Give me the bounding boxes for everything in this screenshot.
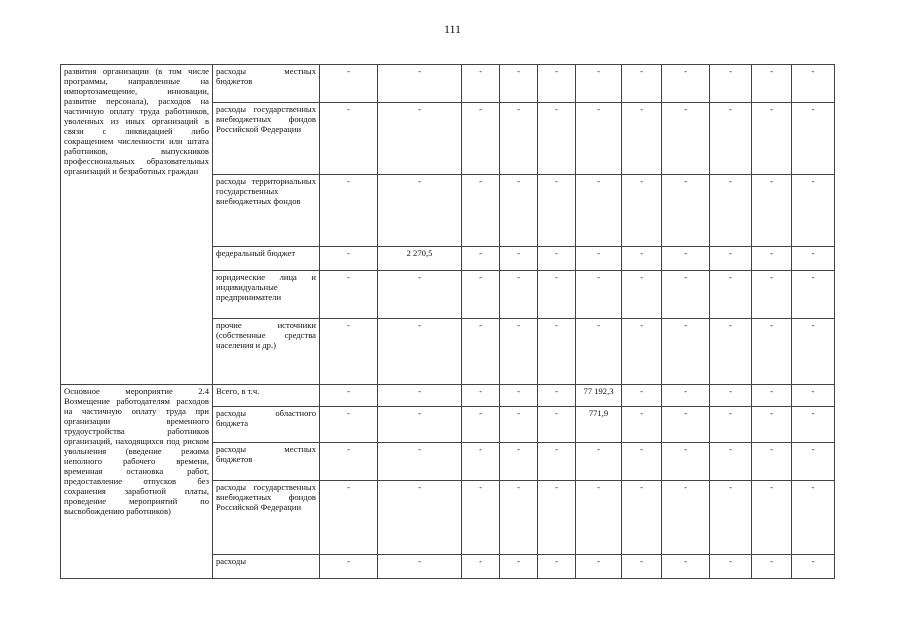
funding-source-cell: расходы государственных внебюджетных фондов Российской Федерации — [213, 103, 320, 175]
value-cell: - — [462, 443, 500, 481]
value-cell: - — [752, 175, 792, 247]
value-cell: - — [320, 481, 378, 555]
value-cell: - — [792, 407, 835, 443]
value-cell: - — [662, 175, 710, 247]
value-cell: - — [792, 247, 835, 271]
value-cell: - — [752, 481, 792, 555]
value-cell: - — [320, 175, 378, 247]
value-cell: - — [662, 481, 710, 555]
value-cell: - — [622, 407, 662, 443]
value-cell: - — [320, 271, 378, 319]
value-cell: - — [576, 103, 622, 175]
value-cell: - — [710, 175, 752, 247]
value-cell: - — [662, 65, 710, 103]
value-cell: - — [500, 175, 538, 247]
budget-table — [60, 64, 835, 579]
value-cell: - — [622, 247, 662, 271]
value-cell: - — [500, 319, 538, 385]
value-cell: - — [538, 175, 576, 247]
funding-source-cell: Всего, в т.ч. — [213, 385, 320, 407]
value-cell: - — [662, 247, 710, 271]
value-cell: - — [538, 247, 576, 271]
value-cell: - — [378, 555, 462, 579]
value-cell: - — [622, 443, 662, 481]
value-cell: - — [622, 103, 662, 175]
value-cell: - — [576, 65, 622, 103]
value-cell: - — [792, 271, 835, 319]
funding-source-cell: расходы государственных внебюджетных фондов Российской Федерации — [213, 481, 320, 555]
value-cell: 2 270,5 — [378, 247, 462, 271]
value-cell: - — [500, 103, 538, 175]
value-cell: - — [320, 385, 378, 407]
value-cell: - — [622, 319, 662, 385]
value-cell: - — [576, 481, 622, 555]
value-cell: - — [462, 103, 500, 175]
value-cell: - — [538, 481, 576, 555]
funding-source-cell: расходы территориальных государственных внебюджетных фондов — [213, 175, 320, 247]
value-cell: - — [500, 247, 538, 271]
value-cell: - — [752, 385, 792, 407]
value-cell: - — [662, 555, 710, 579]
value-cell: - — [320, 247, 378, 271]
value-cell: - — [710, 481, 752, 555]
value-cell: - — [710, 271, 752, 319]
value-cell: - — [576, 175, 622, 247]
value-cell: - — [792, 103, 835, 175]
value-cell: - — [320, 103, 378, 175]
table-row — [61, 65, 835, 103]
value-cell: - — [710, 407, 752, 443]
measure-name-cell: Основное мероприятие 2.4 Возмещение работодателям расходов на частичную оплату труда при организации временного трудоустройства работников организаций, находящихся под риском увольнения (введение режима неполного рабочего времени, временная остановка работ, предоставление отпусков без сохранения заработной платы, проведение мероприятий по высвобождению работников) — [61, 385, 213, 579]
value-cell: - — [622, 65, 662, 103]
value-cell: - — [792, 319, 835, 385]
value-cell: - — [538, 271, 576, 319]
value-cell: - — [500, 407, 538, 443]
value-cell: - — [662, 385, 710, 407]
value-cell: - — [378, 175, 462, 247]
value-cell: - — [622, 481, 662, 555]
value-cell: - — [500, 443, 538, 481]
value-cell: - — [710, 555, 752, 579]
value-cell: - — [622, 271, 662, 319]
value-cell: - — [662, 103, 710, 175]
funding-source-cell: расходы — [213, 555, 320, 579]
value-cell: - — [752, 247, 792, 271]
value-cell: - — [622, 555, 662, 579]
measure-name-cell: развития организации (в том числе программы, направленные на импортозамещение, инновации, развитие персонала), расходов на частичную оплату труда работников, уволенных из иных организаций в связи с ликвидацией либо сокращением численности или штата работников, выпускников профессиональных образовательных организаций и безработных граждан — [61, 65, 213, 385]
value-cell: - — [662, 319, 710, 385]
value-cell: - — [320, 555, 378, 579]
value-cell: - — [752, 271, 792, 319]
value-cell: - — [752, 103, 792, 175]
value-cell: - — [538, 103, 576, 175]
table-body — [61, 65, 835, 579]
value-cell: - — [792, 443, 835, 481]
value-cell: - — [320, 65, 378, 103]
value-cell: - — [538, 319, 576, 385]
value-cell: - — [462, 385, 500, 407]
value-cell: - — [792, 175, 835, 247]
value-cell: - — [462, 65, 500, 103]
funding-source-cell: прочие источники (собственные средства населения и др.) — [213, 319, 320, 385]
value-cell: - — [576, 247, 622, 271]
value-cell: - — [576, 319, 622, 385]
value-cell: - — [792, 65, 835, 103]
value-cell: - — [710, 443, 752, 481]
value-cell: - — [752, 65, 792, 103]
value-cell: - — [500, 271, 538, 319]
value-cell: - — [462, 407, 500, 443]
value-cell: - — [462, 175, 500, 247]
value-cell: 77 192,3 — [576, 385, 622, 407]
value-cell: - — [538, 407, 576, 443]
value-cell: - — [538, 555, 576, 579]
value-cell: - — [320, 443, 378, 481]
value-cell: - — [792, 481, 835, 555]
value-cell: - — [710, 247, 752, 271]
value-cell: - — [500, 385, 538, 407]
value-cell: - — [792, 385, 835, 407]
funding-source-cell: юридические лица и индивидуальные предприниматели — [213, 271, 320, 319]
value-cell: - — [662, 443, 710, 481]
value-cell: - — [378, 271, 462, 319]
value-cell: - — [462, 247, 500, 271]
funding-source-cell: расходы местных бюджетов — [213, 443, 320, 481]
value-cell: - — [378, 103, 462, 175]
value-cell: - — [752, 443, 792, 481]
value-cell: - — [378, 319, 462, 385]
value-cell: - — [576, 443, 622, 481]
value-cell: - — [378, 443, 462, 481]
value-cell: - — [378, 65, 462, 103]
funding-source-cell: федеральный бюджет — [213, 247, 320, 271]
value-cell: - — [622, 175, 662, 247]
value-cell: - — [576, 555, 622, 579]
page-number: 111 — [443, 22, 462, 36]
table-row — [61, 385, 835, 407]
value-cell: - — [462, 319, 500, 385]
value-cell: - — [462, 481, 500, 555]
value-cell: - — [752, 407, 792, 443]
value-cell: - — [378, 385, 462, 407]
value-cell: 771,9 — [576, 407, 622, 443]
value-cell: - — [538, 65, 576, 103]
value-cell: - — [538, 385, 576, 407]
value-cell: - — [792, 555, 835, 579]
value-cell: - — [500, 555, 538, 579]
value-cell: - — [710, 65, 752, 103]
value-cell: - — [576, 271, 622, 319]
value-cell: - — [662, 271, 710, 319]
value-cell: - — [500, 481, 538, 555]
value-cell: - — [378, 407, 462, 443]
value-cell: - — [378, 481, 462, 555]
value-cell: - — [538, 443, 576, 481]
value-cell: - — [752, 319, 792, 385]
value-cell: - — [710, 385, 752, 407]
funding-source-cell: расходы областного бюджета — [213, 407, 320, 443]
value-cell: - — [500, 65, 538, 103]
value-cell: - — [710, 319, 752, 385]
funding-source-cell: расходы местных бюджетов — [213, 65, 320, 103]
value-cell: - — [320, 407, 378, 443]
value-cell: - — [462, 271, 500, 319]
value-cell: - — [462, 555, 500, 579]
value-cell: - — [320, 319, 378, 385]
value-cell: - — [622, 385, 662, 407]
value-cell: - — [752, 555, 792, 579]
value-cell: - — [710, 103, 752, 175]
value-cell: - — [662, 407, 710, 443]
